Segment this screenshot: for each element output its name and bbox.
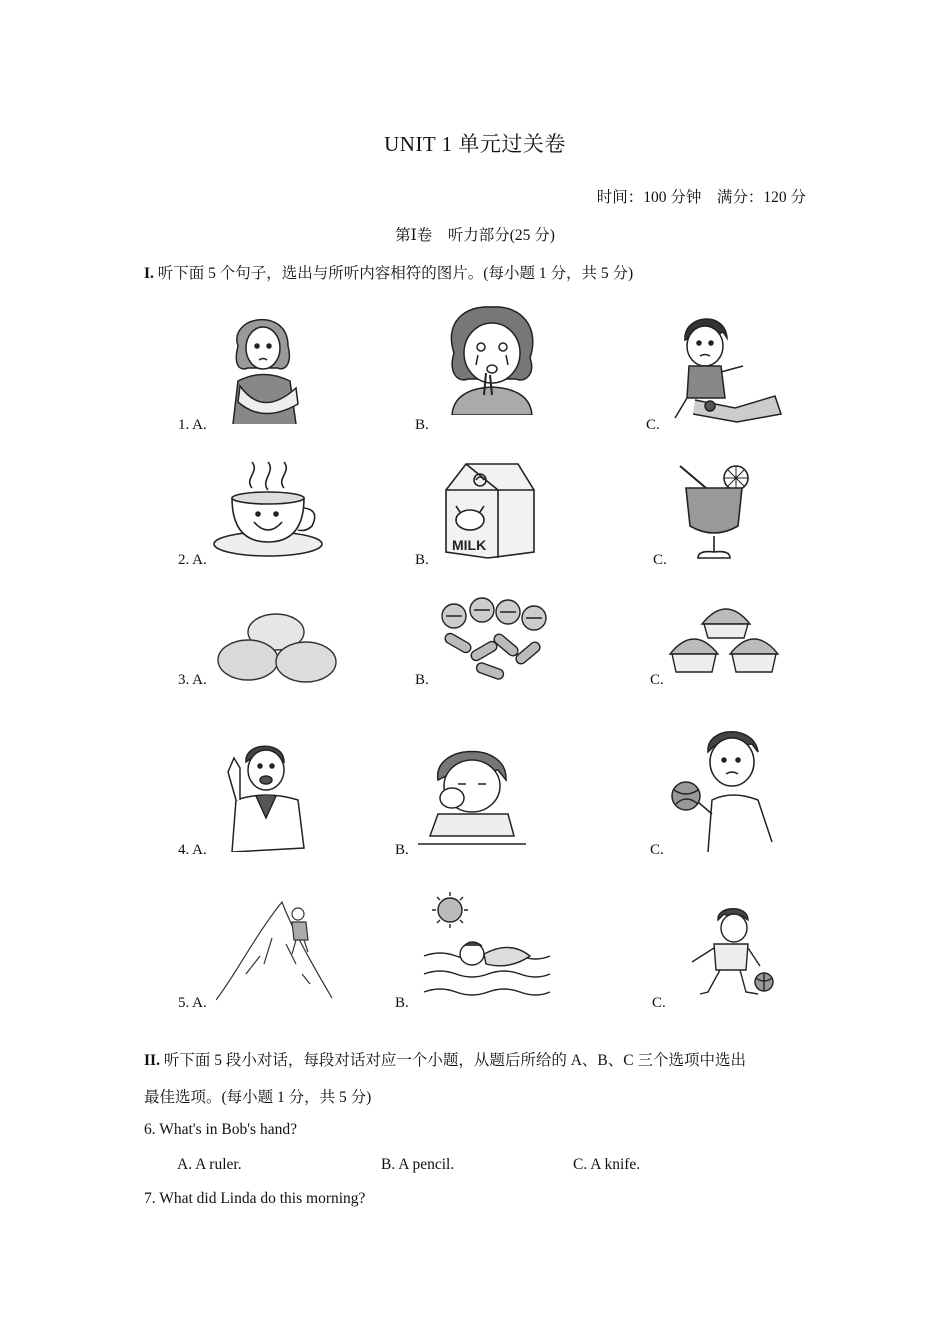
- hot-tea-cup-icon: [212, 458, 324, 560]
- part-title: 第Ⅰ卷 听力部分(25 分): [395, 227, 555, 244]
- exam-meta: 时间：100 分钟 满分：120 分: [596, 189, 806, 206]
- section-2-instruction-line1: [144, 1048, 746, 1070]
- question-7: 7. What did Linda do this morning?: [144, 1190, 366, 1207]
- boy-sneezing-icon: [418, 740, 528, 846]
- eggs-icon: [214, 612, 338, 688]
- section-1-instruction: [144, 261, 633, 283]
- row2-label-c: C.: [653, 552, 667, 568]
- row4-label-a: 4. A.: [178, 842, 207, 858]
- section-2-number: II.: [144, 1052, 160, 1069]
- question-6-option-c: C. A knife.: [573, 1156, 641, 1173]
- row3-label-c: C.: [650, 672, 664, 688]
- row2-label-b: B.: [415, 552, 429, 568]
- boy-hurt-knee-icon: [665, 310, 785, 426]
- row5-label-b: B.: [395, 995, 409, 1011]
- row3-label-a: 3. A.: [178, 672, 207, 688]
- muffins-icon: [668, 594, 782, 676]
- row5-label-c: C.: [652, 995, 666, 1011]
- row2-label-a: 2. A.: [178, 552, 207, 568]
- row5-label-a: 5. A.: [178, 995, 207, 1011]
- mountain-climber-icon: [216, 894, 334, 1002]
- question-6-option-b: B. A pencil.: [381, 1156, 455, 1173]
- section-2-text: 听下面 5 段小对话，每段对话对应一个小题，从题后所给的 A、B、C 三个选项中选出: [163, 1052, 746, 1069]
- swimmer-sun-icon: [420, 890, 552, 1006]
- row3-label-b: B.: [415, 672, 429, 688]
- section-2-instruction-line2: 最佳选项。(每小题 1 分，共 5 分): [144, 1089, 372, 1106]
- question-6-option-a: A. A ruler.: [177, 1156, 242, 1173]
- question-6: 6. What's in Bob's hand?: [144, 1121, 297, 1138]
- girl-crying-icon: [444, 303, 540, 415]
- svg-text:MILK: MILK: [452, 537, 487, 553]
- woman-arm-sling-icon: [218, 306, 308, 424]
- row1-label-c: C.: [646, 417, 660, 433]
- juice-glass-icon: [676, 460, 752, 560]
- milk-carton-icon: [438, 460, 538, 560]
- section-1-number: I.: [144, 265, 154, 282]
- row1-label-a: 1. A.: [178, 417, 207, 433]
- boy-holding-ball-icon: [668, 722, 794, 852]
- row4-label-c: C.: [650, 842, 664, 858]
- row1-label-b: B.: [415, 417, 429, 433]
- pills-icon: [440, 596, 548, 682]
- boy-toothache-icon: [222, 738, 308, 852]
- page-title: UNIT 1 单元过关卷: [384, 132, 566, 156]
- row4-label-b: B.: [395, 842, 409, 858]
- section-1-text: 听下面 5 个句子，选出与所听内容相符的图片。(每小题 1 分，共 5 分): [157, 265, 634, 282]
- basketball-boy-icon: [678, 906, 774, 1002]
